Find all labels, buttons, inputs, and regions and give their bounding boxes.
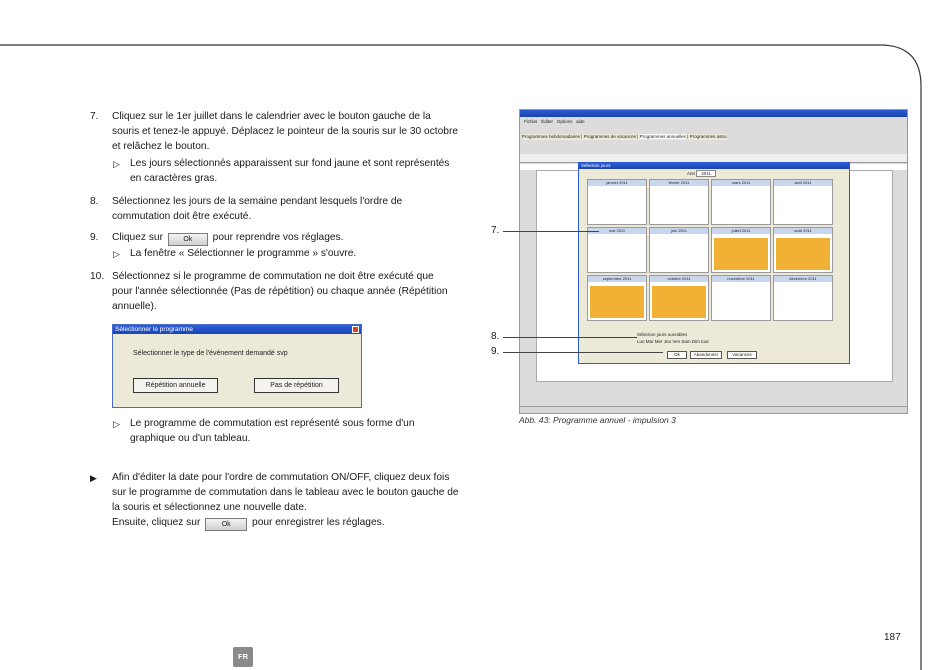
month-calendar[interactable] (773, 275, 833, 321)
step-10-result-2: graphique ou d'un tableau. (130, 433, 251, 444)
bullet-line-4 (112, 516, 385, 531)
menu-options[interactable]: Options (556, 119, 573, 124)
menu-file[interactable]: Fichier (524, 119, 538, 124)
month-calendar[interactable] (711, 179, 771, 225)
menu-edit[interactable]: Éditer (541, 119, 554, 124)
dialog-title-text: Sélectionner le programme (115, 326, 194, 333)
month-title: novembre 2011 (712, 276, 770, 282)
status-bar (520, 406, 907, 413)
step-7-result-2: en caractères gras. (130, 173, 218, 184)
month-title: juillet 2011 (712, 228, 770, 234)
close-icon[interactable] (352, 326, 359, 333)
day-grid[interactable] (776, 190, 830, 222)
callout-8: 8. (491, 331, 500, 342)
step-9-line (112, 231, 343, 246)
bullet-post: pour enregistrer les réglages. (252, 517, 385, 528)
popup-holiday-button[interactable]: Vacances (727, 351, 757, 359)
selected-days-highlight (652, 286, 706, 318)
weekday-checkboxes (637, 339, 709, 345)
popup-cancel-button[interactable]: Abandonner (690, 351, 722, 359)
bullet-pre: Ensuite, cliquez sur (112, 517, 201, 528)
selected-days-highlight (590, 286, 644, 318)
callout-7-line (503, 231, 599, 232)
day-grid[interactable] (652, 238, 706, 270)
step-10-line-1: Sélectionnez si le programme de commutation ne doit être exécuté que (112, 271, 434, 282)
year-value[interactable]: 2011 (696, 170, 716, 177)
month-title: décembre 2011 (774, 276, 832, 282)
month-title: janvier 2011 (588, 180, 646, 186)
step-number: 10. (90, 271, 105, 282)
popup-ok-button[interactable]: Ok (667, 351, 687, 359)
step-9-pre: Cliquez sur (112, 232, 163, 243)
step-10-line-3: annuelle). (112, 301, 157, 312)
checkbox-wed[interactable]: Mer (654, 339, 663, 344)
month-calendar[interactable] (587, 275, 647, 321)
step-8-line-2: commutation doit être exécuté. (112, 211, 252, 222)
checkbox-sat[interactable]: Sam (681, 339, 691, 344)
day-grid[interactable] (652, 190, 706, 222)
language-badge: FR (233, 647, 253, 667)
checkbox-thu[interactable]: Jeu (663, 339, 672, 344)
month-calendar[interactable] (649, 275, 709, 321)
step-7-result-1: Les jours sélectionnés apparaissent sur fond jaune et sont représentés (130, 158, 450, 169)
tab-annual[interactable]: Programmes annuelles (639, 134, 686, 139)
triangle-icon: ▷ (113, 249, 120, 259)
step-number: 9. (90, 232, 99, 243)
year-selector[interactable] (687, 171, 716, 177)
weekday-label: Sélection jours ouvrables (637, 332, 688, 337)
step-7-line-3: et relâchez le bouton. (112, 141, 210, 152)
step-number: 8. (90, 196, 99, 207)
annual-repeat-button[interactable]: Répétition annuelle (133, 378, 218, 393)
ok-button-inline: Ok (168, 233, 208, 246)
menu-help[interactable]: aide (576, 119, 585, 124)
month-title: mars 2011 (712, 180, 770, 186)
month-calendar[interactable] (711, 227, 771, 273)
month-title: septembre 2011 (588, 276, 646, 282)
checkbox-tue[interactable]: Mar (645, 339, 654, 344)
tab-astro[interactable]: Programmes astro (689, 134, 727, 139)
bullet-arrow-icon: ▶ (90, 473, 97, 483)
figure-caption: Abb. 43: Programme annuel - impulsion 3 (519, 415, 676, 425)
dialog-title (113, 325, 361, 334)
day-selection-popup (578, 162, 850, 364)
month-calendar[interactable] (587, 227, 647, 273)
step-8-line-1: Sélectionnez les jours de la semaine pendant lesquels l'ordre de (112, 196, 403, 207)
year-label: Ann (687, 171, 696, 176)
dialog-message: Sélectionner le type de l'événement demandé svp (133, 350, 288, 357)
day-grid[interactable] (590, 190, 644, 222)
month-title: août 2011 (774, 228, 832, 234)
step-10-result-1: Le programme de commutation est représenté sous forme d'un (130, 418, 415, 429)
tab-holiday[interactable]: Programmes de vacances (583, 134, 636, 139)
checkbox-all[interactable]: tout (701, 339, 709, 344)
callout-9: 9. (491, 346, 500, 357)
page-number: 187 (884, 632, 901, 643)
step-9-result: La fenêtre « Sélectionner le programme » s'ouvre. (130, 248, 357, 259)
day-grid[interactable] (714, 190, 768, 222)
window-titlebar (520, 110, 907, 117)
popup-title: Sélection jours (579, 163, 849, 169)
no-repeat-button[interactable]: Pas de répétition (254, 378, 339, 393)
bullet-line-3: la souris et sélectionnez une nouvelle date. (112, 502, 307, 513)
bullet-line-2: sur le programme de commutation dans le tableau avec le bouton gauche de (112, 487, 459, 498)
bullet-line-1: Afin d'éditer la date pour l'ordre de commutation ON/OFF, cliquez deux fois (112, 472, 450, 483)
step-number: 7. (90, 111, 99, 122)
month-calendar[interactable] (649, 227, 709, 273)
callout-7: 7. (491, 225, 500, 236)
checkbox-mon[interactable]: Lun (637, 339, 645, 344)
select-program-dialog (112, 324, 362, 408)
step-9-post: pour reprendre vos réglages. (212, 232, 344, 243)
step-10-line-2: pour l'année sélectionnée (Pas de répétition) ou chaque année (Répétition (112, 286, 448, 297)
callout-8-line (503, 337, 637, 338)
step-7-line-1: Cliquez sur le 1er juillet dans le calendrier avec le bouton gauche de la (112, 111, 431, 122)
ok-button-inline: Ok (205, 518, 247, 531)
month-title: avril 2011 (774, 180, 832, 186)
month-calendar[interactable] (773, 227, 833, 273)
step-7-line-2: souris et tenez-le appuyé. Déplacez le pointeur de la souris sur le 30 octobre (112, 126, 459, 137)
callout-9-line (503, 352, 663, 353)
menu-bar (524, 119, 585, 125)
month-calendar[interactable] (587, 179, 647, 225)
checkbox-sun[interactable]: Dim (691, 339, 700, 344)
selected-days-highlight (714, 238, 768, 270)
day-grid[interactable] (714, 286, 768, 318)
month-title: février 2011 (650, 180, 708, 186)
tab-weekly[interactable]: Programmes hebdomadaires (522, 134, 581, 139)
selected-days-highlight (776, 238, 830, 270)
software-screenshot (519, 109, 908, 414)
month-calendar[interactable] (773, 179, 833, 225)
month-title: juin 2011 (650, 228, 708, 234)
month-calendar[interactable] (649, 179, 709, 225)
day-grid[interactable] (590, 238, 644, 270)
month-title: mai 2011 (588, 228, 646, 234)
triangle-icon: ▷ (113, 419, 120, 429)
month-calendar[interactable] (711, 275, 771, 321)
day-grid[interactable] (776, 286, 830, 318)
month-title: octobre 2011 (650, 276, 708, 282)
program-tabs: Programmes hebdomadaires | Programmes de vacances | Programmes annuelles | Programmes astro (522, 134, 727, 139)
checkbox-fri[interactable]: Ven (672, 339, 681, 344)
triangle-icon: ▷ (113, 159, 120, 169)
